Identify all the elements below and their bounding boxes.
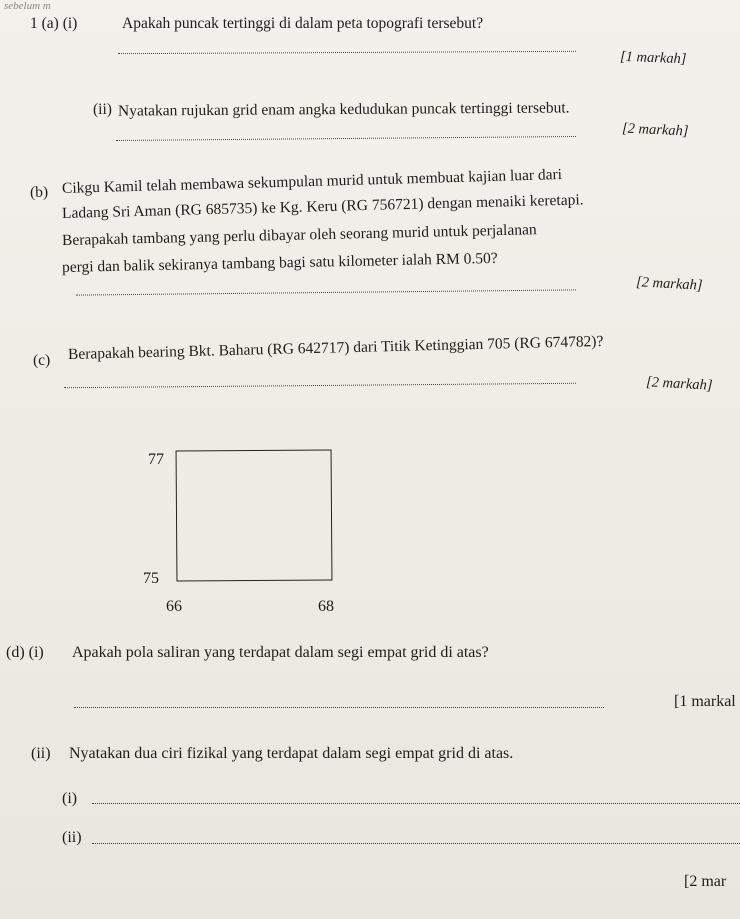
q1a-i-text: Apakah puncak tertinggi di dalam peta topografi tersebut?: [122, 15, 484, 32]
q1d-ii-label: (ii): [31, 745, 51, 762]
q1d-i-label: (d) (i): [6, 644, 44, 661]
q1a-ii-text: Nyatakan rujukan grid enam angka kedudukan puncak tertinggi tersebut.: [117, 99, 570, 120]
top-cut-text: sebelum m: [4, 0, 51, 12]
q1d-ii-sub-1-answer-line[interactable]: [92, 803, 740, 804]
q1d-i-marks: [1 markal: [674, 693, 736, 710]
q1d-ii-sub-2-label: (ii): [62, 829, 82, 846]
q1d-ii-sub-2-answer-line[interactable]: [92, 843, 740, 844]
q1c-marks: [2 markah]: [645, 374, 713, 394]
q1a-i-answer-line[interactable]: [118, 51, 576, 54]
grid-label-easting-left: 66: [166, 598, 182, 615]
q1c-answer-line[interactable]: [64, 383, 576, 388]
grid-label-top-left: 77: [148, 451, 164, 468]
grid-label-easting-right: 68: [318, 598, 334, 615]
q1a-ii-marks: [2 markah]: [621, 120, 689, 140]
q1b-line-3: Berapakah tambang yang perlu dibayar oleh seorang murid untuk perjalanan: [61, 221, 537, 249]
q1a-ii-answer-line[interactable]: [116, 136, 576, 141]
q1b-marks: [2 markah]: [635, 274, 703, 294]
q1b-line-2: Ladang Sri Aman (RG 685735) ke Kg. Keru (RG 756721) dengan menaiki keretapi.: [61, 191, 584, 222]
q1b-answer-line[interactable]: [76, 289, 576, 295]
q1b-label: (b): [29, 183, 49, 201]
q1b-line-1: Cikgu Kamil telah membawa sekumpulan murid untuk membuat kajian luar dari: [61, 166, 563, 197]
q1b-line-4: pergi dan balik sekiranya tambang bagi satu kilometer ialah RM 0.50?: [61, 249, 498, 276]
q1a-i-marks: [1 markah]: [619, 48, 687, 68]
q1c-text: Berapakah bearing Bkt. Baharu (RG 642717) dari Titik Ketinggian 705 (RG 674782)?: [67, 332, 604, 363]
grid-square: [176, 449, 333, 581]
q1c-label: (c): [32, 351, 51, 369]
q1d-ii-sub-1-label: (i): [62, 790, 78, 807]
grid-label-bottom-left: 75: [143, 570, 159, 587]
q1d-i-answer-line[interactable]: [74, 707, 604, 708]
q1a-ii-label: (ii): [93, 101, 112, 118]
q1d-ii-marks: [2 mar: [684, 873, 727, 890]
q1d-i-text: Apakah pola saliran yang terdapat dalam segi empat grid di atas?: [72, 644, 489, 661]
q1d-ii-text: Nyatakan dua ciri fizikal yang terdapat dalam segi empat grid di atas.: [69, 745, 514, 762]
q1a-i-label: 1 (a) (i): [30, 15, 78, 32]
